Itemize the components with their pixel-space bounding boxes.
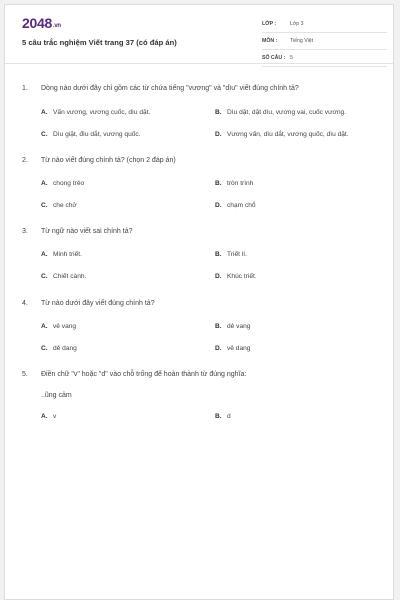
header — [5, 5, 393, 64]
question-prompt: ..ũng cảm — [41, 392, 72, 399]
option-c[interactable] — [41, 273, 86, 280]
option-text: Minh triết. — [53, 251, 82, 258]
meta-info — [262, 18, 387, 69]
option-b[interactable] — [215, 109, 346, 116]
option-text: Triết lí. — [227, 251, 247, 258]
option-b[interactable] — [215, 323, 250, 330]
option-letter: C. — [41, 202, 48, 209]
option-text: v — [53, 413, 57, 420]
meta-key: LỚP : — [262, 21, 277, 27]
question-text — [22, 371, 246, 378]
page-title: 5 câu trắc nghiệm Viết trang 37 (có đáp án) — [22, 38, 177, 47]
question-body: Điền chữ "v" hoặc "d" vào chỗ trống để hoàn thành từ đúng nghĩa: — [41, 371, 247, 378]
option-letter: C. — [41, 273, 48, 280]
question-number: 2. — [22, 157, 28, 164]
option-text: vẻ dang — [227, 345, 251, 352]
meta-row-class — [262, 18, 387, 33]
meta-key: SỐ CÂU : — [262, 55, 286, 61]
logo-tld: .vn — [52, 23, 61, 29]
option-text: vẻ vang — [53, 323, 77, 330]
option-a[interactable] — [41, 251, 82, 258]
option-d[interactable] — [215, 131, 349, 138]
option-a[interactable] — [41, 413, 56, 420]
option-b[interactable] — [215, 413, 231, 420]
option-a[interactable] — [41, 180, 84, 187]
option-c[interactable] — [41, 345, 77, 352]
meta-row-subject — [262, 35, 387, 50]
option-text: dẻ vang — [227, 323, 251, 330]
logo-text: 2048 — [22, 15, 52, 31]
option-letter: C. — [41, 131, 48, 138]
option-letter: A. — [41, 413, 48, 420]
question-text — [22, 85, 299, 92]
option-letter: A. — [41, 109, 48, 116]
option-text: dẻ dang — [53, 345, 77, 352]
question-body: Dòng nào dưới đây chỉ gồm các từ chứa tiếng "vương" và "dìu" viết đúng chính tả? — [41, 85, 299, 92]
meta-key: MÔN : — [262, 38, 278, 44]
option-d[interactable] — [215, 345, 250, 352]
option-text: tròn trình — [227, 180, 254, 187]
question-number: 4. — [22, 300, 28, 307]
option-a[interactable] — [41, 323, 76, 330]
meta-value: Lớp 3 — [290, 21, 304, 27]
option-letter: B. — [215, 323, 222, 330]
option-text: chạm chổ — [227, 202, 256, 209]
option-letter: D. — [215, 345, 222, 352]
site-logo[interactable] — [22, 15, 61, 31]
option-a[interactable] — [41, 109, 150, 116]
question-number: 5. — [22, 371, 28, 378]
option-letter: B. — [215, 251, 222, 258]
option-text: Khúc triết. — [227, 273, 257, 280]
option-letter: B. — [215, 180, 222, 187]
meta-value: Tiếng Việt — [290, 38, 314, 44]
option-letter: B. — [215, 109, 222, 116]
option-letter: A. — [41, 323, 48, 330]
question-body: Từ nào dưới đây viết đúng chính tả? — [41, 300, 155, 307]
option-text: Dìu giặt, đìu dắt, vương quốc. — [53, 131, 141, 138]
option-c[interactable] — [41, 131, 141, 138]
option-b[interactable] — [215, 251, 247, 258]
option-text: Vương vấn, dìu dắt, vương quốc, dìu dặt. — [227, 131, 349, 138]
option-letter: D. — [215, 131, 222, 138]
question-number: 3. — [22, 228, 28, 235]
question-body: Từ nào viết đúng chính tả? (chọn 2 đáp án) — [41, 157, 176, 164]
option-d[interactable] — [215, 273, 257, 280]
option-letter: D. — [215, 202, 222, 209]
option-text: d — [227, 413, 231, 420]
option-text: Chiết cành. — [53, 273, 87, 280]
option-text: Vấn vương, vương cuốc, dìu dặt. — [53, 109, 151, 116]
option-d[interactable] — [215, 202, 256, 209]
option-letter: A. — [41, 251, 48, 258]
question-text — [22, 157, 176, 164]
option-letter: D. — [215, 273, 222, 280]
meta-value: 5 — [290, 55, 293, 61]
question-body: Từ ngữ nào viết sai chính tả? — [41, 228, 133, 235]
option-letter: C. — [41, 345, 48, 352]
option-text: che chở — [53, 202, 77, 209]
option-text: Dìu dặt, dặt dìu, vương vai, cuốc vương. — [227, 109, 347, 116]
question-text — [22, 228, 132, 235]
option-c[interactable] — [41, 202, 77, 209]
option-b[interactable] — [215, 180, 253, 187]
question-number: 1. — [22, 85, 28, 92]
question-text — [22, 300, 155, 307]
option-letter: A. — [41, 180, 48, 187]
meta-row-count — [262, 52, 387, 67]
option-text: chong trẻo — [53, 180, 85, 187]
option-letter: B. — [215, 413, 222, 420]
worksheet — [4, 4, 394, 600]
